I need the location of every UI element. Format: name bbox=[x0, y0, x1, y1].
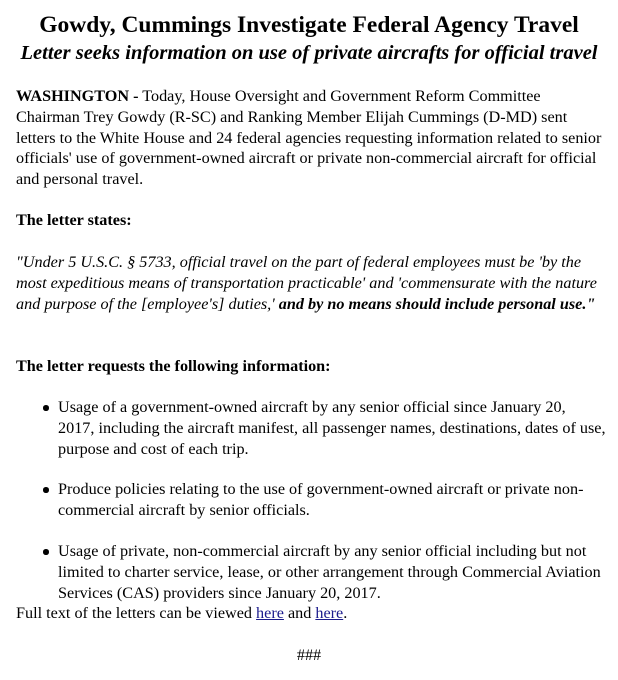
letter-quote bbox=[16, 252, 606, 314]
full-text-and: and bbox=[283, 604, 316, 622]
request-text: Produce policies relating to the use of government-owned aircraft or private non-commercial aircraft by senior officials. bbox=[58, 480, 584, 519]
release-title: Gowdy, Cummings Investigate Federal Agency Travel bbox=[39, 12, 579, 38]
end-mark: ### bbox=[296, 646, 322, 664]
dateline: WASHINGTON - bbox=[16, 87, 139, 105]
full-text-line bbox=[16, 603, 606, 624]
request-text: Usage of a government-owned aircraft by any senior official since January 20, 2017, including the aircraft manifest, all passenger names, destinations, dates of use, purpose and cost of each trip. bbox=[58, 398, 606, 458]
bullet-icon bbox=[43, 487, 49, 493]
quote-emphasis: and by no means should include personal use." bbox=[274, 294, 596, 313]
requests-heading: The letter requests the following information: bbox=[16, 357, 331, 375]
intro-paragraph bbox=[16, 86, 606, 190]
intro-text: Today, House Oversight and Government Reform Committee Chairman Trey Gowdy (R-SC) and Ranking Member Elijah Cummings (D-MD) sent letters to the White House and 24 federal agencies requesting information related to senior officials' use of government-owned aircraft or private non-commercial aircraft for official and personal travel. bbox=[16, 87, 602, 189]
full-text-prefix: Full text of the letters can be viewed bbox=[16, 604, 257, 622]
letter-link-1[interactable]: here bbox=[256, 604, 284, 622]
full-text-suffix: . bbox=[343, 604, 348, 622]
request-text: Usage of private, non-commercial aircraft by any senior official including but not limited to charter service, lease, or other arrangement through Commercial Aviation Services (CAS) providers since January 20, 2017. bbox=[58, 542, 601, 602]
bullet-icon bbox=[43, 405, 49, 411]
quote-text: "Under 5 U.S.C. § 5733, official travel on the part of federal employees must be 'by the most expeditious means of transportation practicable' and 'commensurate with the nature and purpose of the [employee's] duties,' bbox=[16, 253, 597, 313]
letter-link-2[interactable]: here bbox=[315, 604, 344, 622]
bullet-icon bbox=[43, 549, 49, 555]
release-subtitle: Letter seeks information on use of private aircrafts for official travel bbox=[20, 42, 598, 64]
letter-states-heading: The letter states: bbox=[16, 211, 132, 229]
